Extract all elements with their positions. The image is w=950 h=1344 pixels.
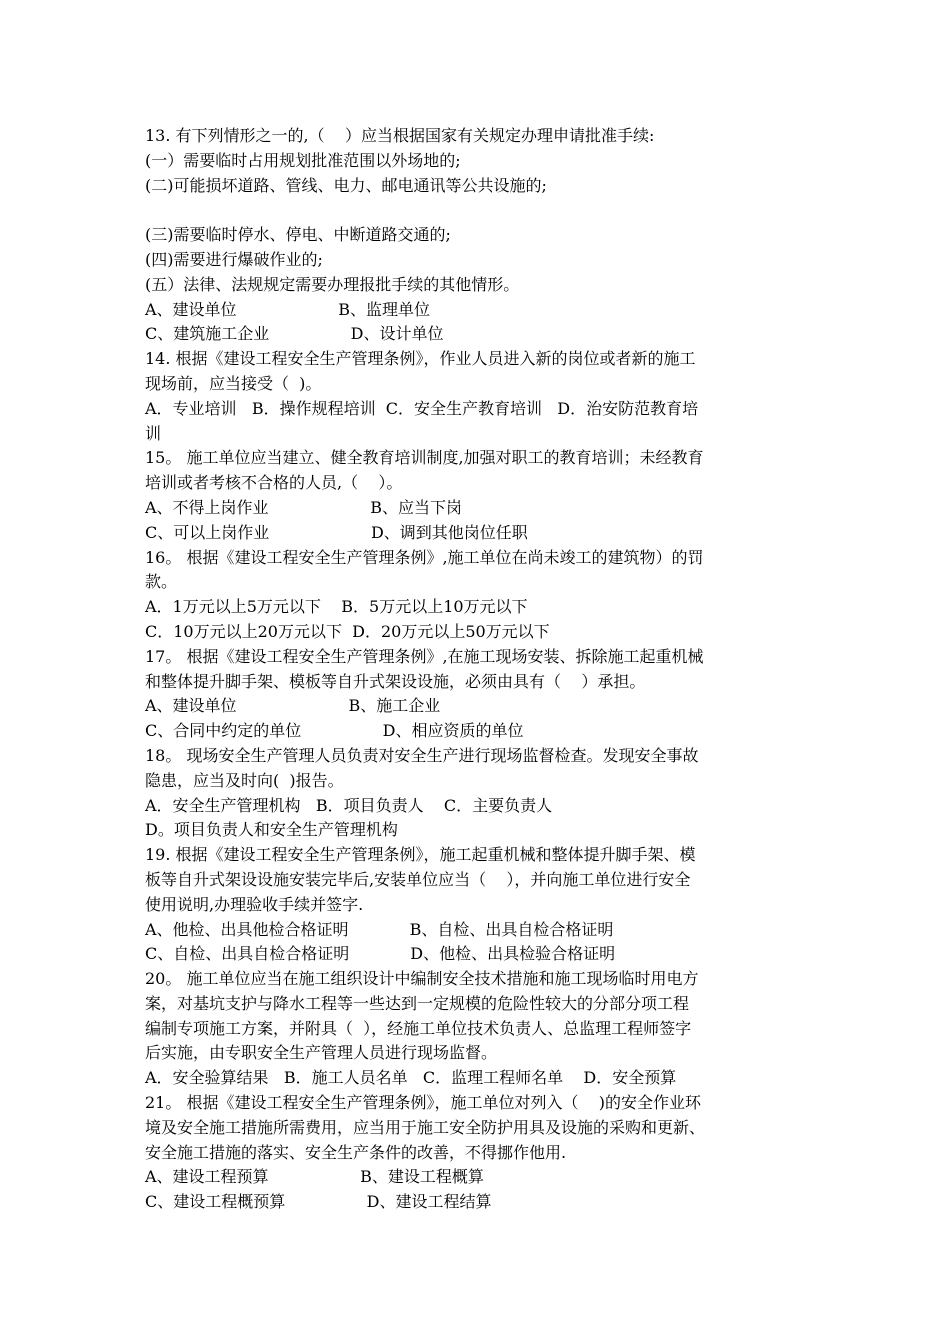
text-line: 境及安全施工措施所需费用，应当用于施工安全防护用具及设施的采购和更新、: [145, 1117, 706, 1137]
text-line: 19. 根据《建设工程安全生产管理条例》，施工起重机械和整体提升脚手架、模: [145, 845, 696, 865]
text-line: 和整体提升脚手架、模板等自升式架设设施，必须由具有（ ）承担。: [145, 671, 646, 691]
text-line: 现场前，应当接受（ )。: [145, 373, 322, 393]
text-line: 板等自升式架设设施安装完毕后,安装单位应当（ ），并向施工单位进行安全: [145, 869, 691, 889]
text-line: (五）法律、法规规定需要办理报批手续的其他情形。: [145, 274, 520, 294]
text-line: 17。 根据《建设工程安全生产管理条例》,在施工现场安装、拆除施工起重机械: [145, 646, 704, 666]
text-line: C、可以上岗作业 D、调到其他岗位任职: [145, 522, 528, 542]
text-line: C、建筑施工企业 D、设计单位: [145, 324, 444, 344]
text-line: C、自检、出具自检合格证明 D、他检、出具检验合格证明: [145, 944, 616, 964]
blank-line: [145, 198, 815, 223]
text-line: 隐患，应当及时向( )报告。: [145, 770, 344, 790]
text-line: A．专业培训 B．操作规程培训 C．安全生产教育培训 D．治安防范教育培: [145, 398, 699, 418]
text-line: A、不得上岗作业 B、应当下岗: [145, 497, 463, 517]
text-line: C、建设工程概预算 D、建设工程结算: [145, 1192, 492, 1212]
text-line: 14. 根据《建设工程安全生产管理条例》，作业人员进入新的岗位或者新的施工: [145, 349, 696, 369]
text-line: 18。 现场安全生产管理人员负责对安全生产进行现场监督检查。发现安全事故: [145, 745, 699, 765]
text-line: 培训或者考核不合格的人员,（ ）。: [145, 473, 403, 493]
text-line: 15。 施工单位应当建立、健全教育培训制度,加强对职工的教育培训；未经教育: [145, 448, 704, 468]
text-line: (三)需要临时停水、停电、中断道路交通的;: [145, 225, 451, 245]
text-line: (四)需要进行爆破作业的;: [145, 249, 323, 269]
text-line: 案，对基坑支护与降水工程等一些达到一定规模的危险性较大的分部分项工程: [145, 993, 690, 1013]
text-line: 款。: [145, 572, 178, 592]
text-line: 16。 根据《建设工程安全生产管理条例》,施工单位在尚未竣工的建筑物）的罚: [145, 547, 704, 567]
text-line: (一）需要临时占用规划批准范围以外场地的;: [145, 150, 461, 170]
text-line: A．安全生产管理机构 B．项目负责人 C．主要负责人: [145, 795, 553, 815]
text-line: A．安全验算结果 B．施工人员名单 C．监理工程师名单 D．安全预算: [145, 1068, 677, 1088]
text-line: 编制专项施工方案，并附具（ ），经施工单位技术负责人、总监理工程师签字: [145, 1018, 692, 1038]
text-line: A、建设单位 B、监理单位: [145, 299, 431, 319]
text-line: A、建设工程预算 B、建设工程概算: [145, 1167, 484, 1187]
text-line: 20。 施工单位应当在施工组织设计中编制安全技术措施和施工现场临时用电方: [145, 969, 699, 989]
text-line: A．1万元以上5万元以下 B．5万元以上10万元以下: [145, 597, 528, 617]
text-line: C．10万元以上20万元以下 D．20万元以上50万元以下: [145, 621, 550, 641]
text-line: C、合同中约定的单位 D、相应资质的单位: [145, 721, 524, 741]
text-line: 安全施工措施的落实、安全生产条件的改善，不得挪作他用.: [145, 1142, 567, 1162]
text-line: A、建设单位 B、施工企业: [145, 696, 441, 716]
text-line: 21。 根据《建设工程安全生产管理条例》，施工单位对列入（ )的安全作业环: [145, 1093, 702, 1113]
text-line: 使用说明,办理验收手续并签字.: [145, 894, 364, 914]
text-line: 训: [145, 423, 162, 443]
text-line: 13. 有下列情形之一的,（ ）应当根据国家有关规定办理申请批准手续:: [145, 126, 655, 145]
text-line: 后实施，由专职安全生产管理人员进行现场监督。: [145, 1043, 498, 1063]
text-line: D。项目负责人和安全生产管理机构: [145, 820, 398, 840]
document-body: [145, 124, 815, 1215]
text-line: A、他检、出具他检合格证明 B、自检、出具自检合格证明: [145, 919, 614, 939]
text-line: (二)可能损坏道路、管线、电力、邮电通讯等公共设施的;: [145, 175, 547, 195]
